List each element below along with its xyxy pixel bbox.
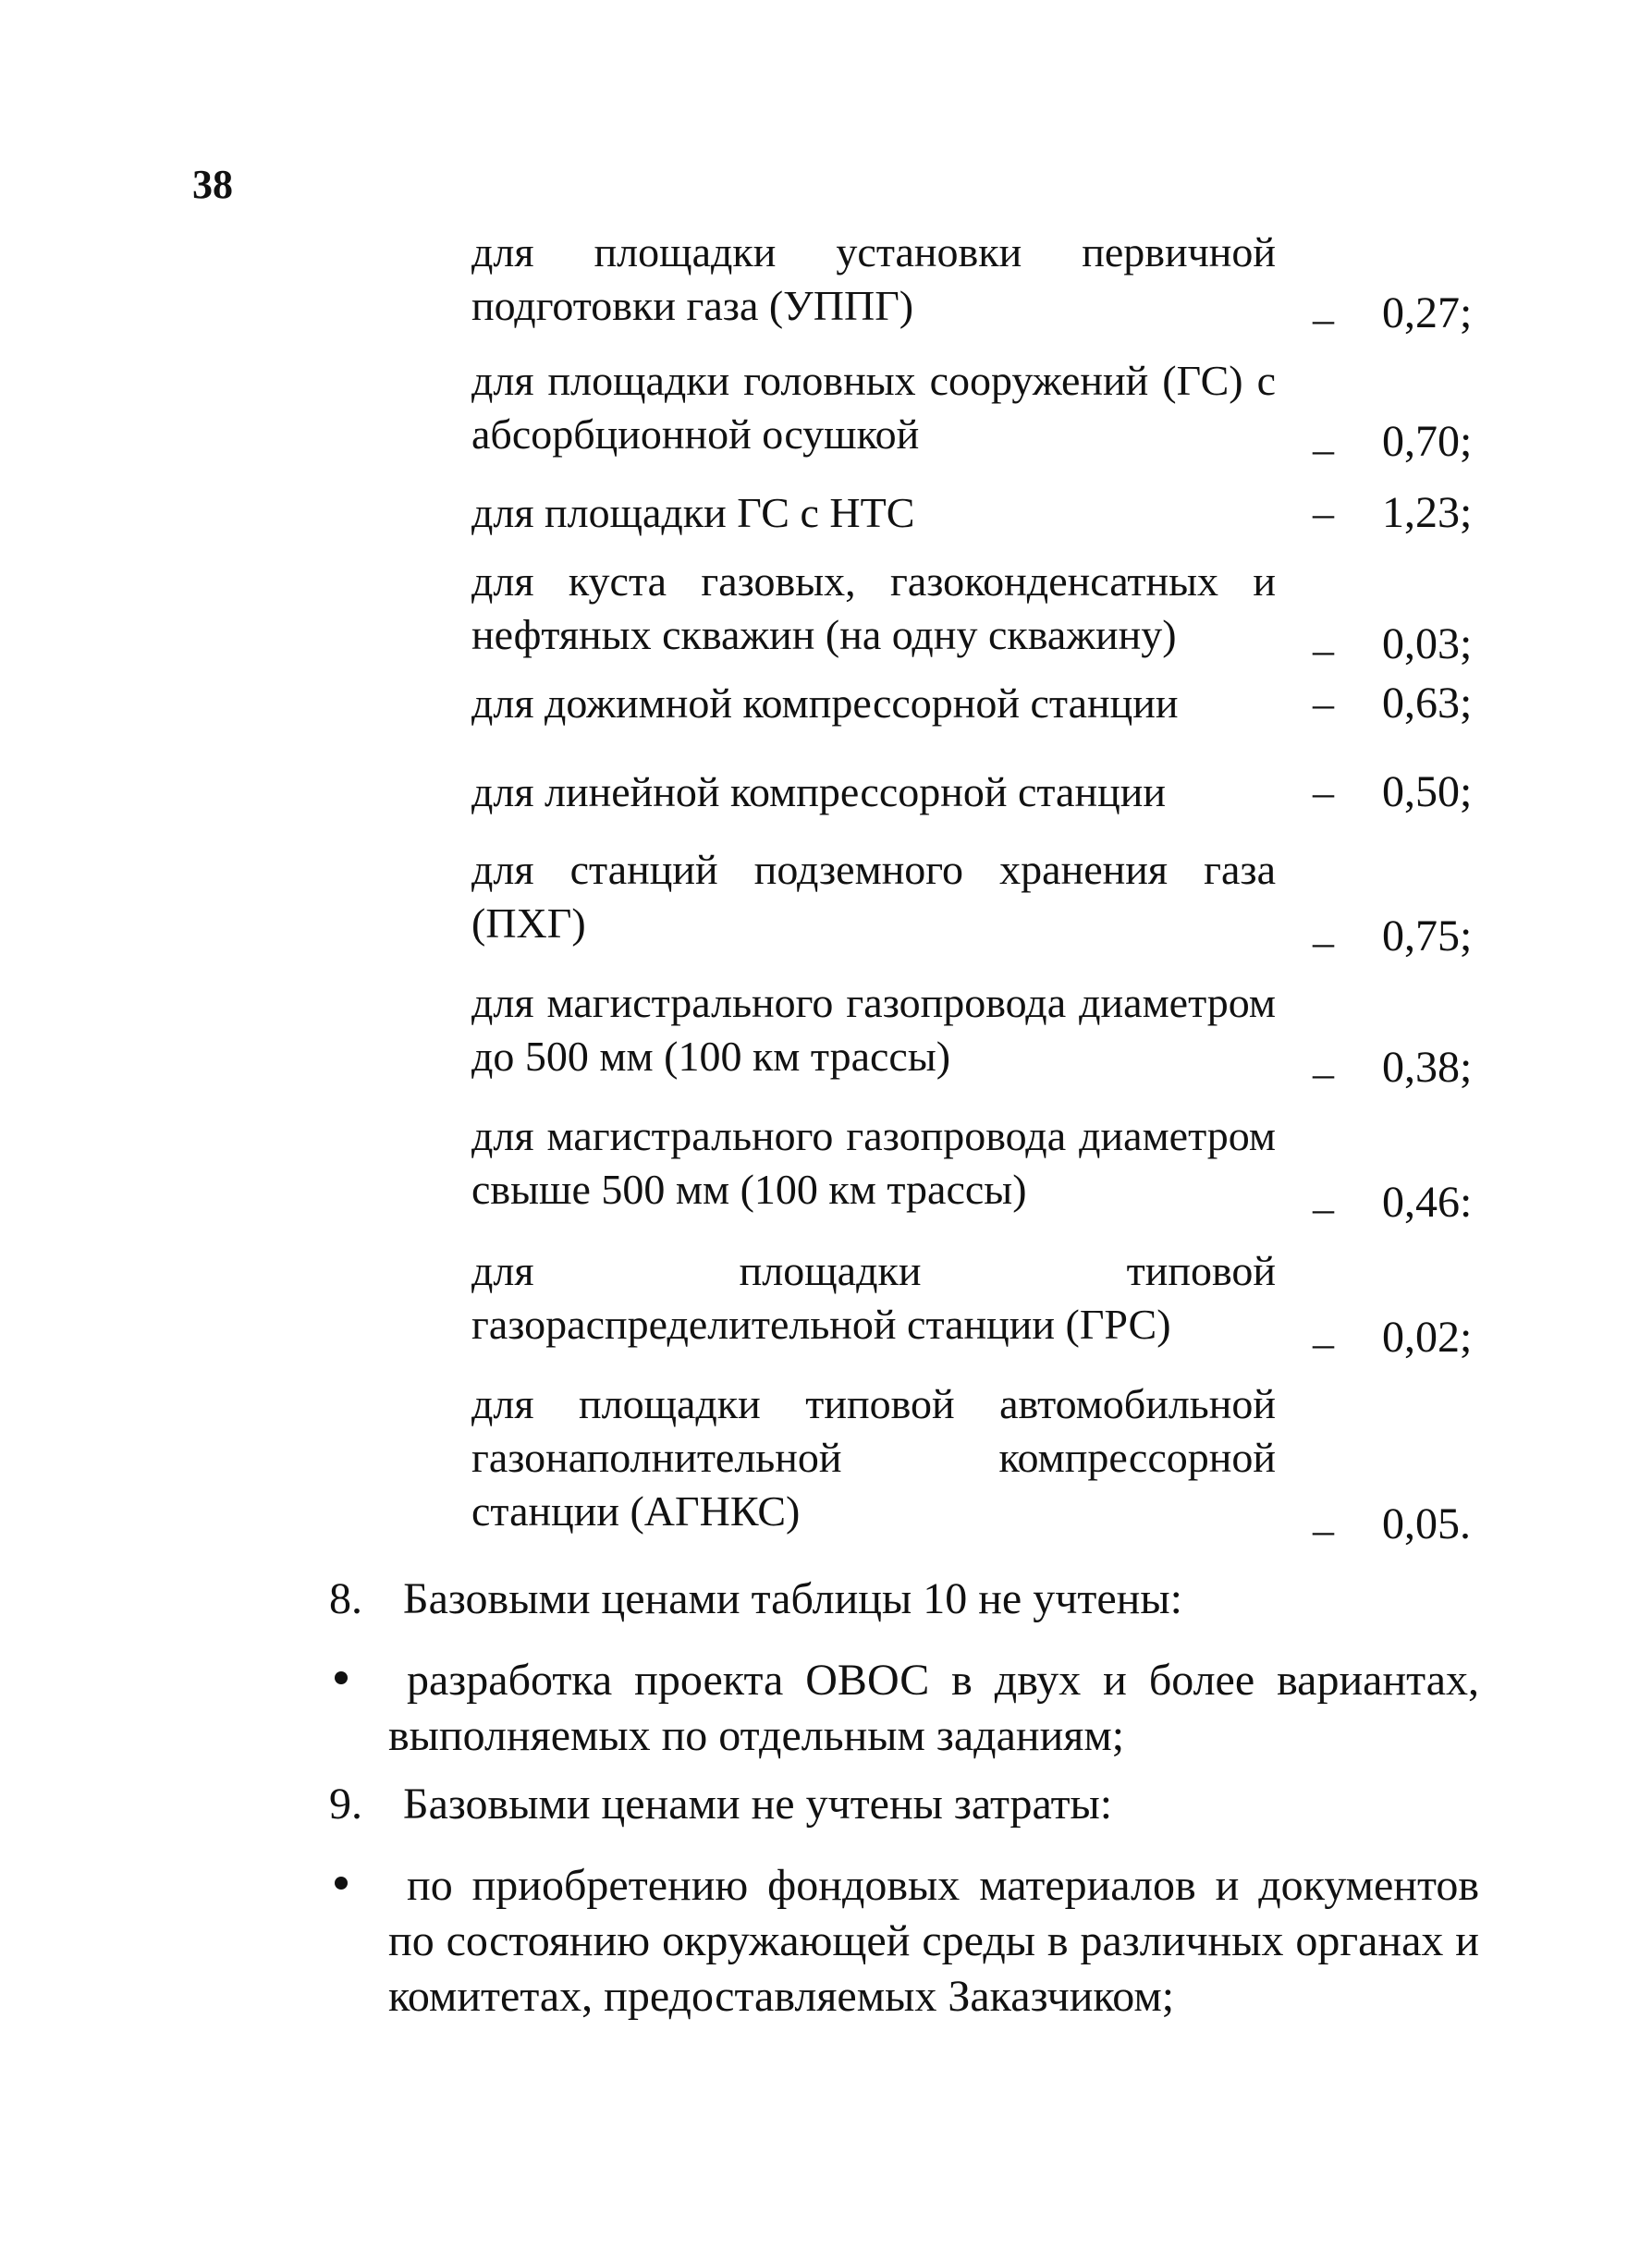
coefficient-value: 0,63; [1382, 679, 1473, 728]
coefficient-value: 1,23; [1382, 488, 1473, 537]
coefficient-value: 0,27; [1382, 288, 1473, 337]
coefficient-label: для площадки головных сооружений (ГС) с абсорбционной осушкой [471, 357, 1276, 458]
coefficient-value: 0,70; [1382, 417, 1473, 466]
coefficient-dash: – [1313, 1049, 1334, 1096]
coefficient-value: 0,50; [1382, 767, 1473, 816]
coefficient-dash: – [1313, 1506, 1334, 1553]
coefficient-label: для магистрального газопровода диаметром свыше 500 мм (100 км трассы) [471, 1112, 1276, 1213]
bullet-icon [335, 1671, 348, 1684]
coefficient-label: для дожимной компрессорной станции [471, 679, 1179, 727]
coefficient-dash: – [1313, 295, 1334, 342]
coefficient-label: для площадки ГС с НТС [471, 489, 915, 536]
coefficient-value: 0,38; [1382, 1043, 1473, 1092]
clause-8-number: 8. [329, 1574, 362, 1623]
coefficient-label: для станций подземного хранения газа (ПХГ) [471, 846, 1276, 947]
coefficient-label: для площадки типовой автомобильной газонаполнительной компрессорной станции (АГНКС) [471, 1380, 1276, 1535]
bullet-icon [335, 1877, 348, 1890]
coefficient-dash: – [1313, 1184, 1334, 1231]
coefficient-dash: – [1313, 626, 1334, 673]
page-number: 38 [192, 162, 233, 207]
coefficient-value: 0,05. [1382, 1499, 1471, 1548]
coefficient-dash: – [1313, 768, 1334, 815]
clause-8-bullet-text: разработка проекта ОВОС в двух и более вариантах, выполняемых по отдельным заданиям; [388, 1656, 1479, 1760]
coefficient-label: для куста газовых, газоконденсатных и нефтяных скважин (на одну скважину) [471, 557, 1276, 658]
coefficient-dash: – [1313, 425, 1334, 472]
coefficient-label: для площадки типовой газораспределительной станции (ГРС) [471, 1247, 1276, 1348]
clause-9-number: 9. [329, 1780, 362, 1829]
coefficient-dash: – [1313, 679, 1334, 727]
coefficient-dash: – [1313, 1319, 1334, 1366]
coefficient-value: 0,75; [1382, 911, 1473, 960]
coefficient-dash: – [1313, 489, 1334, 536]
coefficient-dash: – [1313, 918, 1334, 965]
coefficient-label: для магистрального газопровода диаметром до 500 мм (100 км трассы) [471, 979, 1276, 1080]
coefficient-value: 0,03; [1382, 619, 1473, 668]
coefficient-label: для площадки установки первичной подготовки газа (УППГ) [471, 228, 1276, 329]
clause-9-text: Базовыми ценами не учтены затраты: [403, 1780, 1113, 1829]
coefficient-value: 0,02; [1382, 1313, 1473, 1362]
clause-9-bullet-text: по приобретению фондовых материалов и документов по состоянию окружающей среды в различных органах и комитетах, предоставляемых Заказчиком; [388, 1861, 1479, 2021]
coefficient-value: 0,46: [1382, 1178, 1473, 1227]
coefficient-label: для линейной компрессорной станции [471, 768, 1166, 815]
clause-8-text: Базовыми ценами таблицы 10 не учтены: [403, 1574, 1182, 1623]
